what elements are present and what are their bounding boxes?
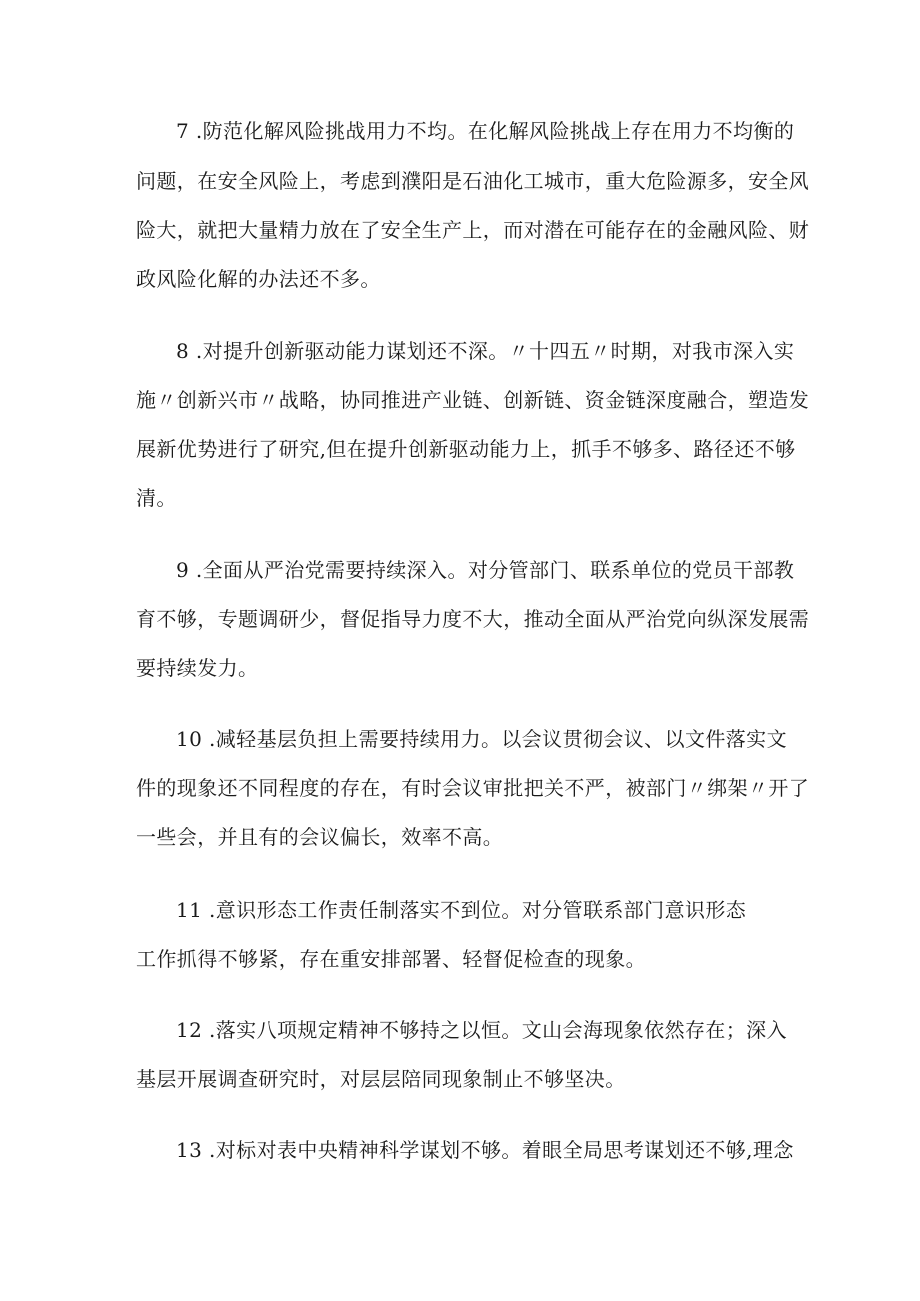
paragraph-8-line-4: 清。 (136, 486, 177, 510)
paragraph-7-line-2: 问题，在安全风险上，考虑到濮阳是石油化工城市，重大危险源多，安全风 (136, 169, 810, 193)
paragraph-9-line-1: 9 .全面从严治党需要持续深入。对分管部门、联系单位的党员干部教 (176, 558, 795, 582)
paragraph-7-line-4: 政风险化解的办法还不多。 (136, 267, 381, 291)
paragraph-8-line-3: 展新优势进行了研究,但在提升创新驱动能力上，抓手不够多、路径还不够 (136, 437, 796, 461)
paragraph-11-line-1: 11 .意识形态工作责任制落实不到位。对分管联系部门意识形态 (176, 898, 747, 922)
paragraph-10-line-3: 一些会，并且有的会议偏长，效率不高。 (136, 825, 504, 849)
paragraph-9-line-2: 育不够，专题调研少，督促指导力度不大，推动全面从严治党向纵深发展需 (136, 607, 810, 631)
paragraph-11-line-2: 工作抓得不够紧，存在重安排部署、轻督促检查的现象。 (136, 947, 646, 971)
paragraph-12-line-2: 基层开展调查研究时，对层层陪同现象制止不够坚决。 (136, 1067, 626, 1091)
paragraph-10-line-2: 件的现象还不同程度的存在，有时会议审批把关不严，被部门〃绑架〃开了 (136, 776, 810, 800)
paragraph-13-line-1: 13 .对标对表中央精神科学谋划不够。着眼全局思考谋划还不够,理念 (176, 1138, 794, 1162)
paragraph-12-line-1: 12 .落实八项规定精神不够持之以恒。文山会海现象依然存在；深入 (176, 1018, 787, 1042)
paragraph-8-line-2: 施〃创新兴市〃战略，协同推进产业链、创新链、资金链深度融合，塑造发 (136, 388, 810, 412)
paragraph-7-line-1: 7 .防范化解风险挑战用力不均。在化解风险挑战上存在用力不均衡的 (176, 119, 795, 143)
paragraph-10-line-1: 10 .减轻基层负担上需要持续用力。以会议贯彻会议、以文件落实文 (176, 727, 787, 751)
paragraph-9-line-3: 要持续发力。 (136, 656, 259, 680)
paragraph-7-line-3: 险大，就把大量精力放在了安全生产上，而对潜在可能存在的金融风险、财 (136, 218, 810, 242)
paragraph-8-line-1: 8 .对提升创新驱动能力谋划还不深。〃十四五〃时期，对我市深入实 (176, 339, 795, 363)
